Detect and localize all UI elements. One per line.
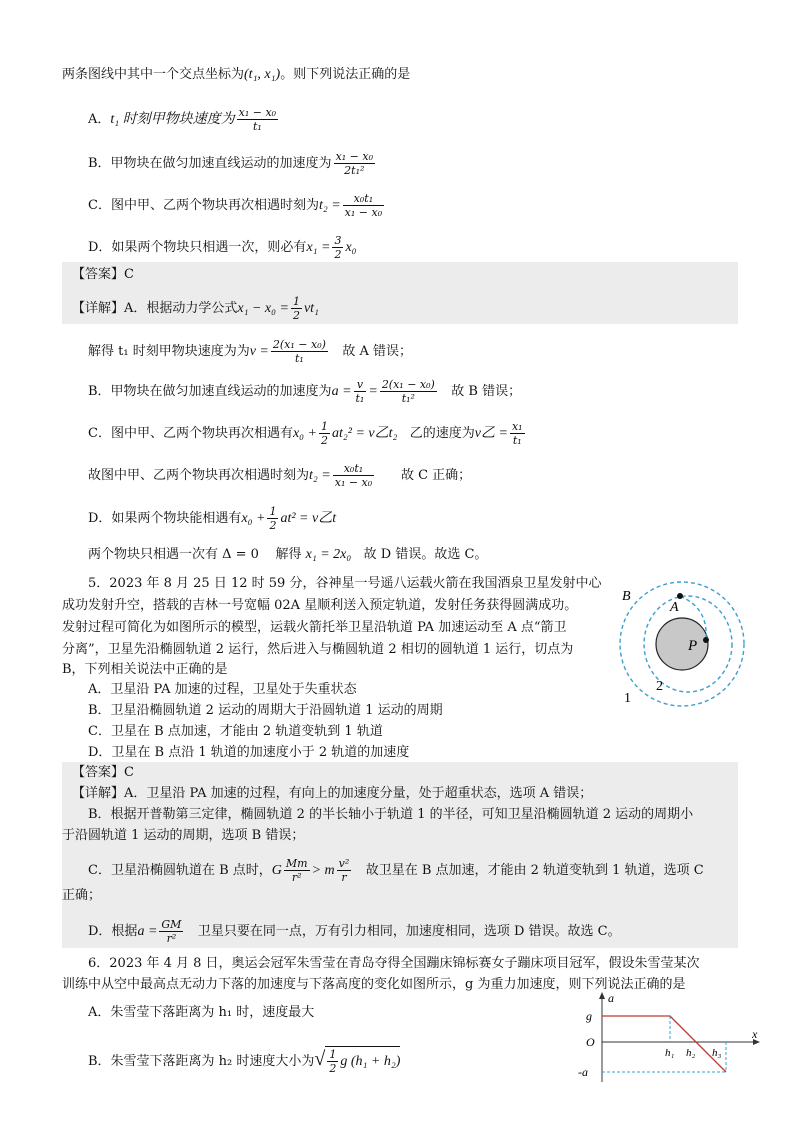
- q4-line6-num: 1: [269, 505, 277, 518]
- accel-curve: [602, 1016, 726, 1072]
- q4-line4-text: C．图中甲、乙两个物块再次相遇有: [88, 426, 293, 441]
- q4-detail-a-num: 1: [292, 295, 300, 308]
- q4-option-d-tail: x₀: [345, 240, 357, 255]
- q4-line7-mid: 解得: [275, 547, 302, 562]
- q5-detail-d-tail: 卫星只要在同一点，万有引力相同，加速度相同，选项 D 错误。故选 C。: [197, 924, 621, 939]
- q4-option-b-den: 2t₁²: [344, 164, 365, 177]
- q5-detail-d-eq: a =: [137, 924, 158, 939]
- q4-option-d: [88, 234, 357, 261]
- q5-stem-2: 成功发射升空，搭载的吉林一号宽幅 02A 星顺利送入预定轨道，发射任务获得圆满成功。: [62, 598, 578, 613]
- q4-option-b: [88, 150, 377, 177]
- q4-line4-num: 1: [320, 420, 328, 433]
- q6-stem-2: 训练中从空中最高点无动力下落的加速度与下落高度的变化如图所示，g 为重力加速度，则下列说法正确的是: [62, 977, 686, 992]
- q4-line3-eq2: =: [368, 384, 378, 399]
- label-orbit-1: 1: [624, 691, 631, 706]
- q5-detail-c-den2: r: [341, 871, 347, 884]
- q4-detail-line7: [88, 546, 487, 564]
- intro-coord: (t₁, x₁): [244, 67, 281, 82]
- q4-line2-den: t₁: [294, 352, 304, 365]
- q4-line4-frac: [319, 420, 330, 447]
- q5-option-b: B．卫星沿椭圆轨道 2 运动的周期大于沿圆轨道 1 运动的周期: [88, 703, 443, 718]
- q4-line6-text: D．如果两个物块能相遇有: [88, 511, 242, 526]
- label-h3: h₃: [712, 1047, 722, 1059]
- q4-detail-line3: [88, 378, 521, 405]
- q4-detail-a-den: 2: [292, 309, 300, 322]
- q4-line3-den2: t₁²: [401, 392, 415, 405]
- q4-line2-frac: [271, 338, 328, 365]
- q4-line2-tail: 故 A 错误；: [342, 344, 412, 359]
- q6-stem-1: 6．2023 年 4 月 8 日，奥运会冠军朱雪莹在青岛夺得全国蹦床锦标赛女子蹦床项目冠军，假设朱雪莹某次: [88, 956, 700, 971]
- q5-detail-c-g: G: [271, 863, 282, 878]
- q4-line3-frac2: [380, 378, 437, 405]
- q5-detail-b: B．根据开普勒第三定律，椭圆轨道 2 的半长轴小于轨道 1 的半径，可知卫星沿椭圆轨道 2 运动的周期小: [88, 807, 694, 822]
- q6-option-b-den: 2: [329, 1062, 337, 1075]
- q4-line7-eq: x₁ = 2x₀: [305, 547, 352, 562]
- q6-accel-figure: [572, 990, 764, 1086]
- q4-option-d-frac: [332, 234, 343, 261]
- q4-option-c-num: x₀t₁: [343, 192, 384, 206]
- q5-detail-c-text: C．卫星沿椭圆轨道在 B 点时，: [88, 863, 272, 878]
- q5-option-a: A．卫星沿 PA 加速的过程，卫星处于失重状态: [88, 682, 357, 697]
- q4-detail-a-tail: vt₁: [303, 301, 319, 316]
- q5-option-d: D．卫星在 B 点沿 1 轨道的加速度小于 2 轨道的加速度: [88, 745, 410, 760]
- q4-line5-text: 故图中甲、乙两个物块再次相遇时刻为: [88, 468, 310, 483]
- q4-line3-den1: t₁: [355, 392, 365, 405]
- q4-line6-eq-tail: at² = v乙t: [280, 511, 337, 526]
- q5-detail-a: 【详解】A．卫星沿 PA 加速的过程，有向上的加速度分量，处于超重状态，选项 A 错误；: [72, 786, 593, 801]
- q4-line5-num: x₀t₁: [333, 462, 374, 476]
- axis-label-x: x: [752, 1027, 758, 1041]
- point-a-dot: [677, 593, 683, 599]
- label-origin: O: [586, 1035, 595, 1049]
- q4-detail-line6: [88, 505, 336, 532]
- q4-line4-den2: t₁: [512, 434, 522, 447]
- q6-option-b-frac: [327, 1048, 338, 1075]
- q4-line2-eq: v =: [249, 344, 269, 359]
- q4-line4-frac2: [510, 420, 525, 447]
- q4-option-c-den: x₁ − x₀: [344, 206, 383, 219]
- q4-line6-frac: [267, 505, 278, 532]
- q4-option-c-frac: [343, 192, 384, 219]
- q5-detail-c-gt: > m: [311, 863, 335, 878]
- q4-option-a-num: x₁ − x₀: [238, 106, 277, 119]
- q4-line6-den: 2: [269, 519, 277, 532]
- q4-line4-den: 2: [320, 434, 328, 447]
- planet-circle: [656, 618, 708, 670]
- q5-detail-d-text: D．根据: [88, 924, 138, 939]
- q5-detail-b2: 于沿圆轨道 1 运动的周期，选项 B 错误；: [62, 828, 305, 843]
- q4-option-d-num: 3: [334, 234, 342, 247]
- q5-detail-c-num2: v²: [338, 857, 350, 870]
- q5-detail-d-frac: [159, 918, 183, 945]
- q4-detail-line4: [88, 420, 527, 447]
- q4-line3-tail: 故 B 错误；: [451, 384, 522, 399]
- q4-detail-a: [72, 295, 319, 322]
- q6-option-b-sqrt: √: [314, 1048, 326, 1070]
- q4-option-a: [88, 106, 280, 133]
- q5-stem-1: 5．2023 年 8 月 25 日 12 时 59 分，谷神星一号遥八运载火箭在我国酒泉卫星发射中心: [88, 576, 602, 591]
- q5-stem-3: 发射过程可简化为如图所示的模型，运载火箭托举卫星沿轨道 PA 加速运动至 A 点“箭卫: [62, 620, 567, 635]
- q6-option-b-radicand: [325, 1046, 400, 1075]
- q6-option-b-tail: g (h₁ + h₂): [340, 1054, 401, 1069]
- intro-text: 两条图线中其中一个交点坐标为: [62, 67, 245, 82]
- q5-option-c: C．卫星在 B 点加速，才能由 2 轨道变轨到 1 轨道: [88, 724, 383, 739]
- q6-option-b-num: 1: [329, 1048, 337, 1061]
- q4-line7-text: 两个物块只相遇一次有 Δ = 0: [88, 547, 259, 562]
- q4-line4-num2: x₁: [511, 420, 523, 433]
- q4-line5-frac: [333, 462, 374, 489]
- label-h2: h₂: [686, 1047, 696, 1059]
- q4-line3-num1: v: [354, 378, 367, 392]
- q4-line5-eq: t₂ =: [309, 468, 331, 483]
- q5-detail-c-den1: r²: [291, 871, 302, 884]
- q4-option-a-text: t₁ 时刻甲物块速度为: [110, 112, 235, 127]
- q5-detail-c: [88, 857, 704, 884]
- q6-option-a: A．朱雪莹下落距离为 h₁ 时，速度最大: [88, 1005, 315, 1020]
- q4-option-b-num: x₁ − x₀: [335, 150, 373, 163]
- q4-line5-tail: 故 C 正确；: [400, 468, 472, 483]
- label-p: P: [688, 638, 698, 654]
- q4-option-d-den: 2: [334, 248, 342, 261]
- q4-line3-frac1: [354, 378, 367, 405]
- q4-answer: 【答案】C: [72, 267, 134, 282]
- q5-stem-4: 分离”，卫星先沿椭圆轨道 2 运行，然后进入与椭圆轨道 2 相切的圆轨道 1 运行，切点为: [62, 642, 574, 657]
- intro-line: [62, 66, 410, 84]
- q4-option-c: [88, 192, 386, 219]
- axis-label-a: a: [608, 991, 614, 1005]
- q5-detail-c2: 正确；: [62, 888, 102, 903]
- q4-option-c-eq: t₂ =: [318, 198, 341, 213]
- q4-option-d-eq: x₁ =: [306, 240, 331, 255]
- label-h1: h₁: [665, 1047, 675, 1059]
- q5-detail-c-tail: 故卫星在 B 点加速，才能由 2 轨道变轨到 1 轨道，选项 C: [365, 863, 704, 878]
- q4-line4-eq-tail: at₂² = v乙t₂: [331, 426, 398, 441]
- label-neg-a: -a: [578, 1065, 588, 1079]
- q4-line6-eq: x₀ +: [241, 511, 266, 526]
- q4-line2-num: 2(x₁ − x₀): [272, 338, 326, 351]
- q5-answer: 【答案】C: [72, 765, 134, 780]
- q4-option-a-den: t₁: [252, 120, 262, 133]
- q4-line4-eq: x₀ +: [292, 426, 317, 441]
- label-b: B: [622, 589, 631, 604]
- q5-orbit-figure: [610, 578, 750, 710]
- label-a: A: [670, 600, 679, 615]
- q4-detail-line5: [88, 462, 471, 489]
- q4-option-b-frac: [334, 150, 375, 177]
- q4-line4-eq2: v乙 =: [474, 426, 508, 441]
- point-p-dot: [703, 637, 709, 643]
- q4-detail-a-frac: [291, 295, 302, 322]
- q4-line3-eq: a =: [331, 384, 352, 399]
- label-g: g: [586, 1009, 592, 1023]
- q5-detail-c-num1: Mm: [285, 857, 308, 870]
- q6-option-b: [88, 1046, 400, 1075]
- q4-option-c-text: C．图中甲、乙两个物块再次相遇时刻为: [88, 198, 319, 213]
- q6-option-b-text: B．朱雪莹下落距离为 h₂ 时速度大小为: [88, 1054, 315, 1069]
- q5-stem-5: B，下列相关说法中正确的是: [62, 662, 228, 677]
- q4-line4-mid: 乙的速度为: [409, 426, 475, 441]
- q4-detail-line2: [88, 338, 412, 365]
- q4-option-a-frac: [237, 106, 278, 133]
- q4-line7-tail: 故 D 错误。故选 C。: [363, 547, 488, 562]
- q5-detail-c-frac2: [337, 857, 352, 884]
- intro-tail: 。则下列说法正确的是: [280, 67, 411, 82]
- q5-detail-d: [88, 918, 621, 945]
- q4-line3-text: B．甲物块在做匀加速直线运动的加速度为: [88, 384, 332, 399]
- label-orbit-2: 2: [656, 679, 663, 694]
- q5-detail-d-den: r²: [166, 932, 177, 945]
- q5-detail-d-num: GM: [161, 918, 182, 931]
- q4-option-a-label: A．: [88, 112, 111, 127]
- q4-line5-den: x₁ − x₀: [334, 476, 373, 489]
- y-axis-arrow: [599, 992, 605, 999]
- q4-detail-a-eq: x₁ − x₀ =: [237, 301, 289, 316]
- q4-detail-a-label: 【详解】A．根据动力学公式: [72, 301, 238, 316]
- q4-line2-text: 解得 t₁ 时刻甲物块速度为为: [88, 344, 250, 359]
- q4-option-d-text: D．如果两个物块只相遇一次，则必有: [88, 240, 307, 255]
- q4-line3-num2: 2(x₁ − x₀): [381, 378, 435, 391]
- q5-detail-c-frac1: [284, 857, 310, 884]
- q4-option-b-text: B．甲物块在做匀加速直线运动的加速度为: [88, 156, 332, 171]
